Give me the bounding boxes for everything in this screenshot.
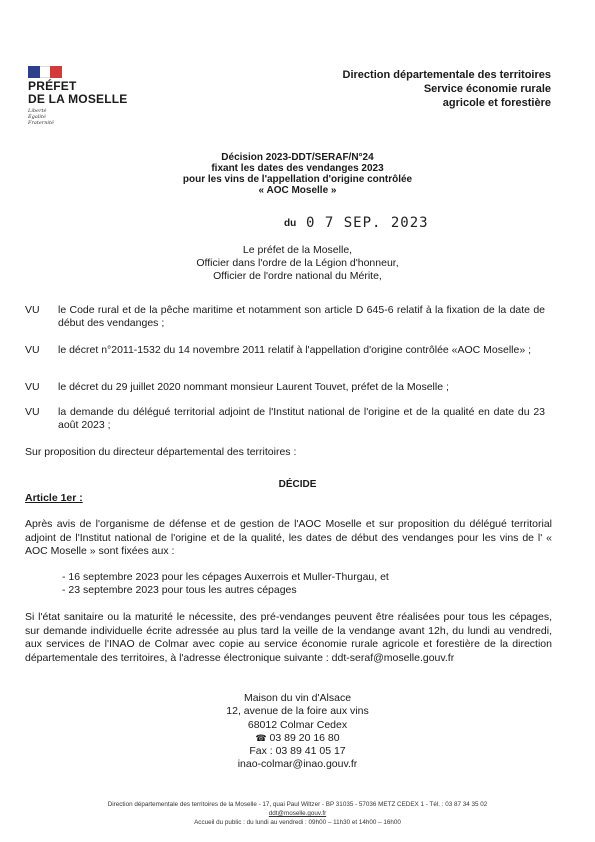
prefect-line-2: Officier dans l'ordre de la Légion d'honneur, [196, 257, 399, 269]
logo-line-2: DE LA MOSELLE [28, 92, 128, 106]
vu-label: VU [25, 381, 40, 393]
vu-text: le décret du 29 juillet 2020 nommant monsieur Laurent Touvet, préfet de la Moselle ; [58, 381, 449, 393]
page-footer [0, 800, 595, 827]
motto-egalite: Égalité [28, 114, 46, 120]
decision-subject-1: fixant les dates des vendanges 2023 [211, 163, 384, 174]
motto-fraternite: Fraternité [28, 120, 54, 126]
date-item-2: - 23 septembre 2023 pour tous les autres cépages [62, 584, 297, 596]
department-header [343, 68, 551, 110]
dept-line-2: Service économie rurale [423, 83, 551, 95]
article-1-paragraph-2: Si l'état sanitaire ou la maturité le nécessite, des pré-vendanges peuvent être réalisées pour tous les cépages, sur demande individuelle écrite adressée au plus tard la veille de la vendange avant 12h, du lundi au vendredi, aux services de l'INAO de Colmar avec copie au service économie rurale agricole et forestière de la direction départementale des territoires, à l'adresse électronique suivante : ddt-seraf@moselle.gouv.fr [25, 611, 552, 664]
decision-subject-3: « AOC Moselle » [258, 185, 337, 196]
vu-clause [25, 304, 545, 332]
vu-label: VU [25, 304, 40, 316]
phone-number: 03 89 20 16 80 [269, 731, 340, 744]
vu-label: VU [25, 406, 40, 418]
address-phone [0, 732, 595, 745]
address-line-1: Maison du vin d'Alsace [243, 692, 352, 704]
decide-heading: DÉCIDE [278, 479, 317, 490]
telephone-icon: ☎ [255, 732, 267, 743]
decision-number: Décision 2023-DDT/SERAF/N°24 [221, 152, 374, 163]
inao-address [0, 692, 595, 772]
footer-address: Direction départementale des territoires de la Moselle - 17, quai Paul Wiltzer - BP 31035 - 57036 METZ CEDEX 1 - Tél. : 03 87 34 35 02 [107, 801, 488, 808]
marianne-logo-icon [28, 66, 62, 78]
address-fax: Fax : 03 89 41 05 17 [249, 745, 346, 758]
prefecture-logo-text [28, 80, 128, 106]
decision-subject-2: pour les vins de l'appellation d'origine contrôlée [182, 174, 413, 185]
address-email: inao-colmar@inao.gouv.fr [237, 758, 358, 771]
vu-clause [25, 406, 545, 434]
republic-motto [28, 108, 54, 126]
address-line-3: 68012 Colmar Cedex [247, 718, 348, 731]
address-line-2: 12, avenue de la foire aux vins [226, 705, 369, 718]
vu-text: la demande du délégué territorial adjoint de l'Institut national de l'origine et de la qualité en date du 23 août 2023 ; [58, 406, 545, 431]
dept-line-1: Direction départementale des territoires [342, 69, 551, 81]
vu-text: le Code rural et de la pêche maritime et notamment son article D 645-6 relatif à la fixation de la date de début des vendanges ; [58, 304, 545, 329]
prefect-titles [0, 244, 595, 283]
decision-title [0, 152, 595, 196]
vu-label: VU [25, 344, 40, 356]
proposal-text: Sur proposition du directeur départemental des territoires : [25, 446, 297, 458]
footer-hours: Accueil du public : du lundi au vendredi : 09h00 – 11h30 et 14h00 – 16h00 [194, 819, 401, 826]
vu-clause [25, 381, 525, 395]
date-item-1: - 16 septembre 2023 pour les cépages Auxerrois et Muller-Thurgau, et [62, 571, 389, 583]
date-prefix: du [284, 218, 297, 229]
logo-line-1: PRÉFET [28, 79, 77, 93]
footer-email: ddt@moselle.gouv.fr [268, 810, 327, 817]
vu-clause [25, 344, 532, 372]
article-1-title: Article 1er : [25, 492, 83, 504]
article-1-paragraph-1: Après avis de l'organisme de défense et de gestion de l'AOC Moselle et sur proposition du délégué territorial adjoint de l'Institut national de l'origine et de la qualité, les dates de début des vendanges pour les vins de l' « AOC Moselle » sont fixées aux : [25, 518, 552, 557]
vu-text: le décret n°2011-1532 du 14 novembre 2011 relatif à l'appellation d'origine contrôlée «AOC Moselle» ; [58, 344, 532, 356]
motto-liberte: Liberté [28, 108, 47, 114]
dept-line-3: agricole et forestière [442, 97, 551, 109]
prefect-line-3: Officier de l'ordre national du Mérite, [213, 270, 382, 282]
prefect-line-1: Le préfet de la Moselle, [242, 244, 353, 256]
date-stamp: 0 7 SEP. 2023 [306, 215, 429, 231]
